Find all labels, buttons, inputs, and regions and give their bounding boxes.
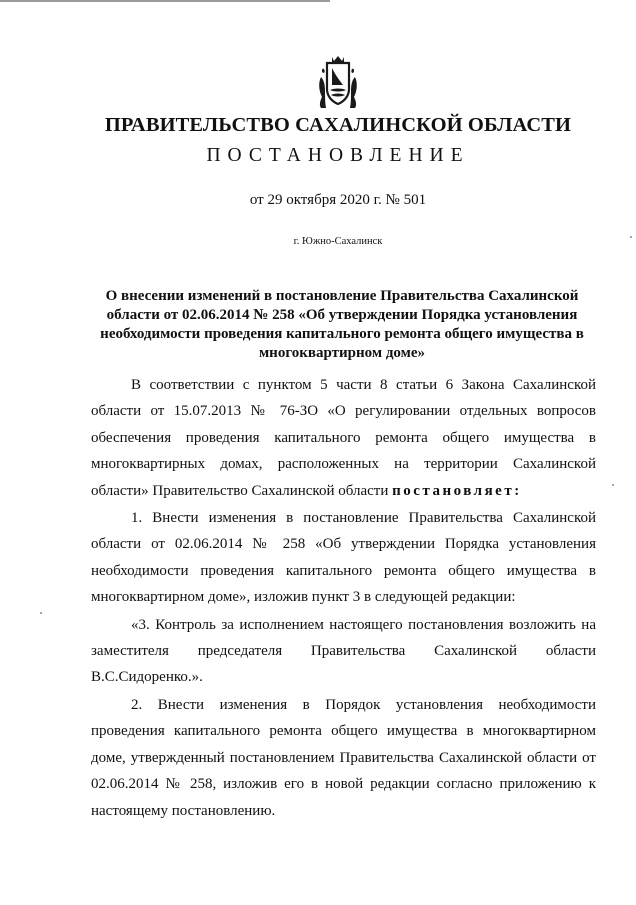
preamble-text: В соответствии с пунктом 5 части 8 статьи 6 Закона Сахалинской области от 15.07.2013 № 76-ЗО «О регулировании отдельных вопросов обеспечения проведения капитального ремонта общего имущества в многоквартирных домах, расположенных на территории Сахалинской области» Правительство Сахалинской области — [91, 377, 596, 499]
sakhalin-coat-of-arms-icon — [313, 55, 363, 109]
document-type: ПОСТАНОВЛЕНИЕ — [206, 145, 470, 166]
document-date-number: от 29 октября 2020 г. № 501 — [249, 192, 427, 208]
document-body — [91, 372, 596, 824]
item-1-quote-paragraph: «3. Контроль за исполнением настоящего постановления возложить на заместителя председателя Правительства Сахалинской области В.С.Сидоренко.». — [91, 616, 596, 686]
preamble-paragraph — [91, 372, 596, 504]
document-city: г. Южно-Сахалинск — [293, 236, 383, 247]
scan-speck — [612, 484, 614, 486]
scan-speck — [40, 612, 42, 614]
document-heading: О внесении изменений в постановление Правительства Сахалинской области от 02.06.2014 № 258 «Об утверждении Порядка установления необходимости проведения капитального ремонта общего имущества в многоквартирном доме» — [100, 288, 584, 361]
item-2-paragraph: 2. Внести изменения в Порядок установления необходимости проведения капитального ремонта общего имущества в многоквартирном доме, утвержденный постановлением Правительства Сахалинской области от 02.06.2014 № 258, изложив его в новой редакции согласно приложению к настоящему постановлению. — [91, 696, 596, 819]
organization-title: ПРАВИТЕЛЬСТВО САХАЛИНСКОЙ ОБЛАСТИ — [104, 114, 572, 136]
item-1-paragraph: 1. Внести изменения в постановление Правительства Сахалинской области от 02.06.2014 № 258 «Об утверждении Порядка установления необходимости проведения капитального ремонта общего имущества в многоквартирном доме», изложив пункт 3 в следующей редакции: — [91, 510, 596, 606]
scan-edge-line — [0, 0, 330, 2]
scan-speck — [630, 236, 632, 238]
decree-word: постановляет: — [392, 482, 522, 499]
